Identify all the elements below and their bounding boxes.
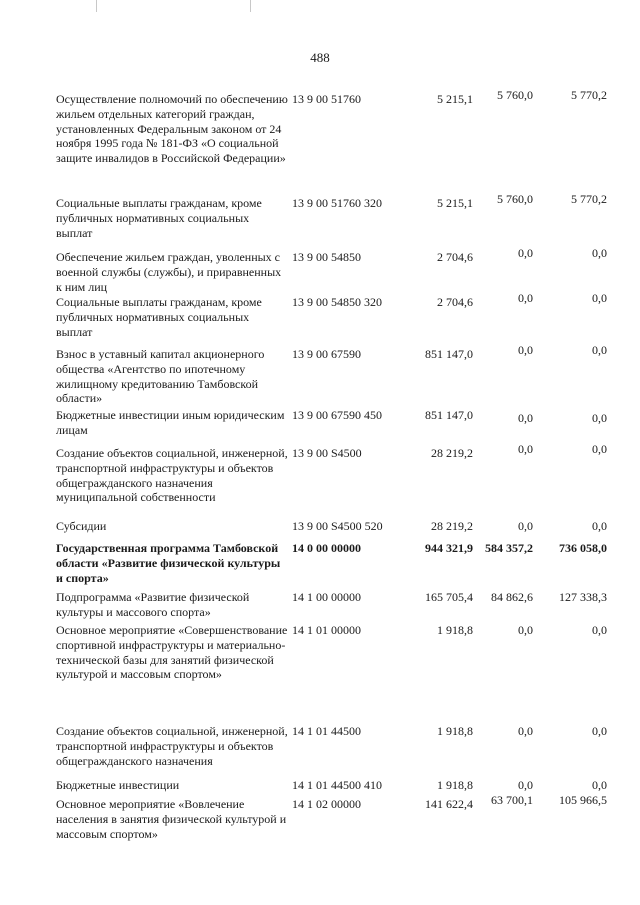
- row-value-2: 0,0: [518, 411, 533, 425]
- row-value-2: 0,0: [518, 778, 533, 792]
- row-name: Социальные выплаты гражданам, кроме публичных нормативных социальных выплат: [56, 196, 262, 240]
- row-name: Бюджетные инвестиции иным юридическим лицам: [56, 408, 285, 437]
- row-value-2: 5 760,0: [497, 192, 533, 206]
- row-value-1: 28 219,2: [431, 519, 473, 533]
- row-value-3: 0,0: [592, 442, 607, 456]
- row-value-1: 1 918,8: [437, 778, 473, 792]
- row-name: Бюджетные инвестиции: [56, 778, 180, 792]
- row-value-1: 28 219,2: [431, 446, 473, 460]
- row-value-3: 5 770,2: [571, 88, 607, 102]
- row-value-3: 5 770,2: [571, 192, 607, 206]
- row-name: Социальные выплаты гражданам, кроме публичных нормативных социальных выплат: [56, 295, 262, 339]
- row-value-2: 0,0: [518, 246, 533, 260]
- row-value-2: 0,0: [518, 291, 533, 305]
- row-name: Основное мероприятие «Совершенствование спортивной инфраструктуры и материально-технической базы для занятий физической культурой и массовым спортом»: [56, 623, 288, 682]
- row-code: 13 9 00 51760 320: [292, 196, 382, 210]
- row-value-3: 0,0: [592, 623, 607, 637]
- row-value-3: 0,0: [592, 724, 607, 738]
- row-name: Создание объектов социальной, инженерной, транспортной инфраструктуры и объектов общегражданского назначения: [56, 724, 288, 768]
- row-code: 14 1 02 00000: [292, 797, 361, 811]
- row-value-3: 0,0: [592, 291, 607, 305]
- scan-mark: [96, 0, 97, 12]
- page-number: 488: [310, 50, 330, 65]
- row-value-3: 0,0: [592, 343, 607, 357]
- row-value-1: 5 215,1: [437, 92, 473, 106]
- row-code: 13 9 00 54850 320: [292, 295, 382, 309]
- row-value-2: 0,0: [518, 343, 533, 357]
- row-name: Обеспечение жильем граждан, уволенных с военной службы (службы), и приравненных к ним лиц: [56, 250, 282, 294]
- row-value-2: 0,0: [518, 623, 533, 637]
- row-value-1: 851 147,0: [425, 408, 473, 422]
- row-code: 14 1 01 44500 410: [292, 778, 382, 792]
- row-value-3: 127 338,3: [559, 590, 607, 604]
- row-value-1: 1 918,8: [437, 623, 473, 637]
- row-name: Взнос в уставный капитал акционерного общества «Агентство по ипотечному жилищному кредитованию Тамбовской области»: [56, 347, 265, 406]
- row-value-3: 0,0: [592, 411, 607, 425]
- row-code: 13 9 00 S4500 520: [292, 519, 383, 533]
- row-value-3: 736 058,0: [559, 541, 607, 555]
- row-code: 13 9 00 67590 450: [292, 408, 382, 422]
- row-value-2: 584 357,2: [485, 541, 533, 555]
- row-name: Государственная программа Тамбовской области «Развитие физической культуры и спорта»: [56, 541, 281, 585]
- row-value-2: 0,0: [518, 519, 533, 533]
- row-value-2: 5 760,0: [497, 88, 533, 102]
- row-value-1: 851 147,0: [425, 347, 473, 361]
- row-code: 13 9 00 67590: [292, 347, 361, 361]
- row-value-3: 0,0: [592, 519, 607, 533]
- row-code: 14 0 00 00000: [292, 541, 361, 555]
- row-name: Основное мероприятие «Вовлечение населения в занятия физической культурой и массовым спортом»: [56, 797, 287, 841]
- row-value-3: 0,0: [592, 778, 607, 792]
- row-code: 13 9 00 54850: [292, 250, 361, 264]
- row-name: Субсидии: [56, 519, 107, 533]
- row-value-1: 5 215,1: [437, 196, 473, 210]
- row-code: 14 1 01 44500: [292, 724, 361, 738]
- row-value-1: 944 321,9: [425, 541, 473, 555]
- row-name: Осуществление полномочий по обеспечению жильем отдельных категорий граждан, установленных Федеральным законом от 24 ноября 1995 года № 181-ФЗ «О социальной защите инвалидов в Российской Федерации»: [56, 92, 288, 166]
- row-value-2: 0,0: [518, 442, 533, 456]
- row-value-2: 63 700,1: [491, 793, 533, 807]
- row-value-3: 105 966,5: [559, 793, 607, 807]
- row-code: 14 1 01 00000: [292, 623, 361, 637]
- row-value-1: 141 622,4: [425, 797, 473, 811]
- row-value-1: 2 704,6: [437, 250, 473, 264]
- row-value-3: 0,0: [592, 246, 607, 260]
- row-value-2: 84 862,6: [491, 590, 533, 604]
- row-value-1: 2 704,6: [437, 295, 473, 309]
- row-value-2: 0,0: [518, 724, 533, 738]
- row-code: 13 9 00 S4500: [292, 446, 362, 460]
- row-name: Подпрограмма «Развитие физической культуры и массового спорта»: [56, 590, 250, 619]
- row-code: 13 9 00 51760: [292, 92, 361, 106]
- row-code: 14 1 00 00000: [292, 590, 361, 604]
- row-name: Создание объектов социальной, инженерной, транспортной инфраструктуры и объектов общегражданского назначения муниципальной собственности: [56, 446, 288, 505]
- row-value-1: 1 918,8: [437, 724, 473, 738]
- scan-mark: [250, 0, 251, 12]
- row-value-1: 165 705,4: [425, 590, 473, 604]
